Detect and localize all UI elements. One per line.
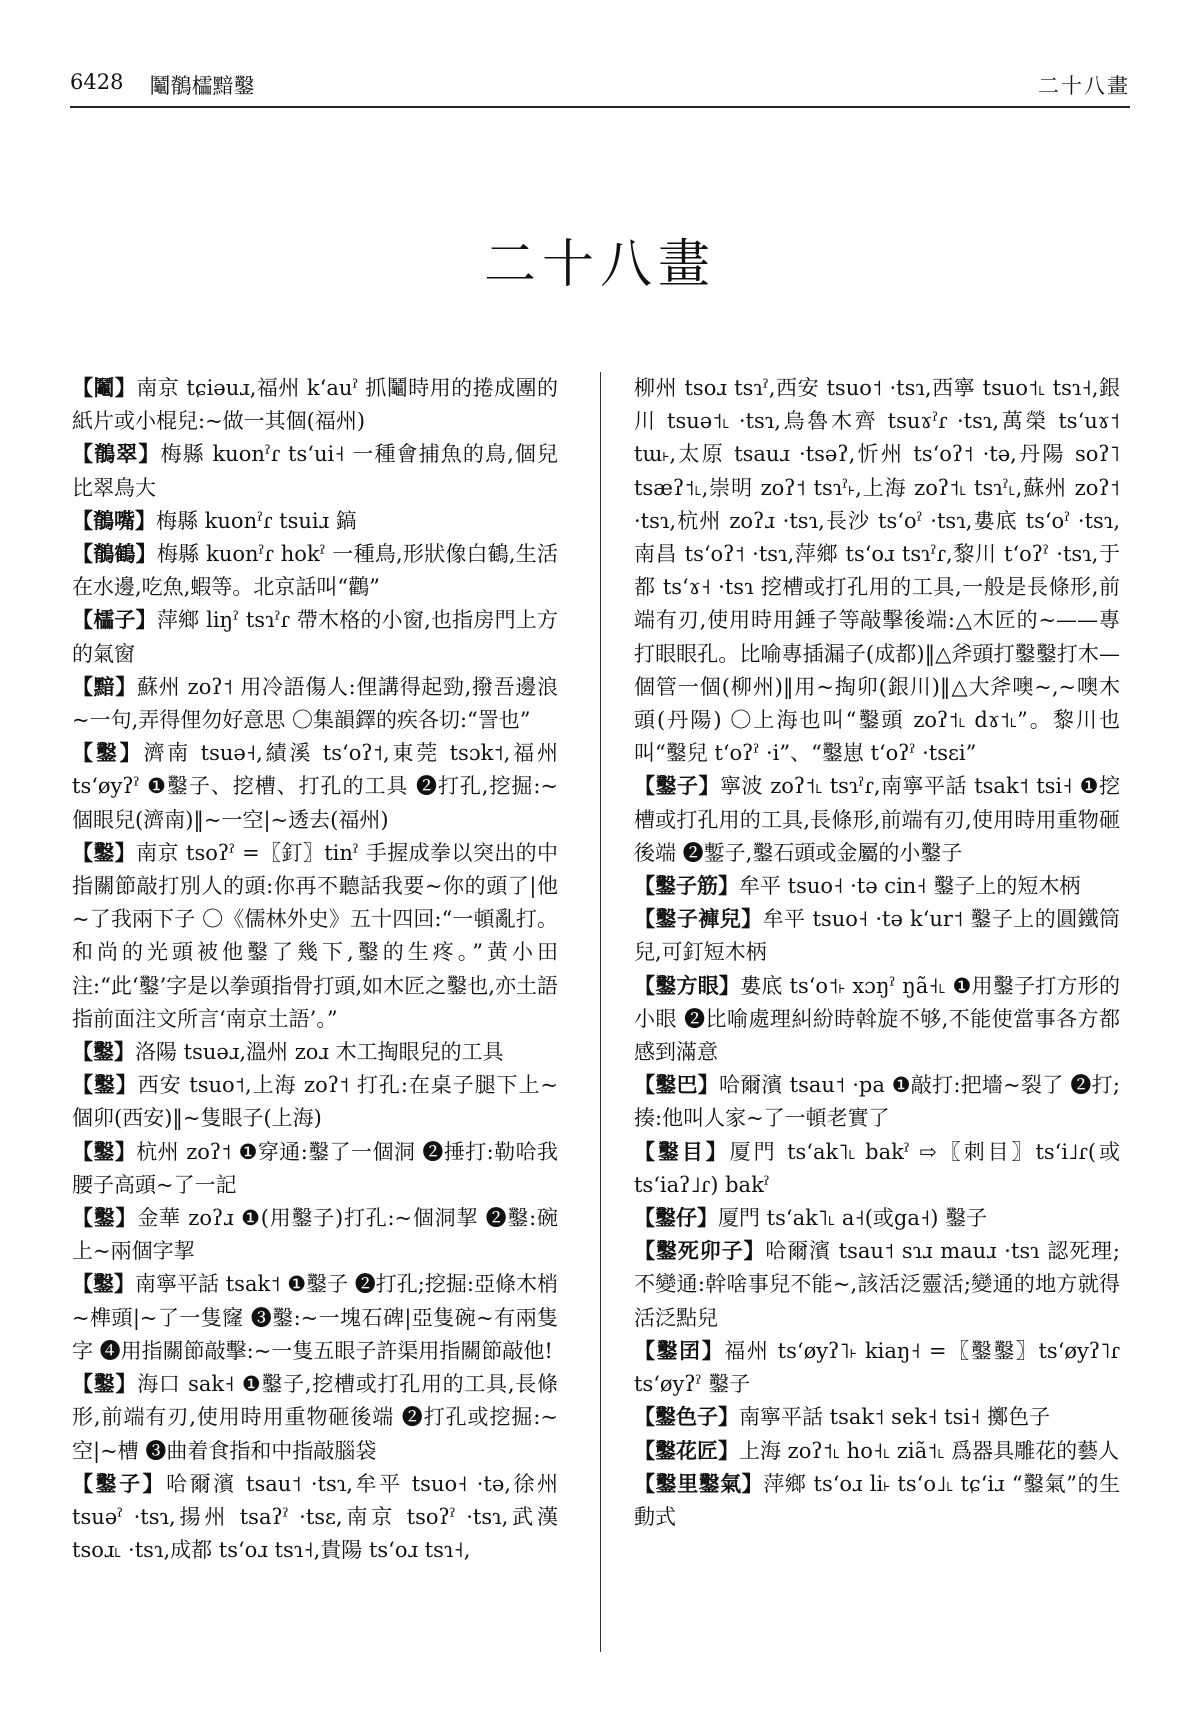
entry-text: 哈爾濱 tsau˦ ·tsɿ,牟平 tsuo˧ ·tə,徐州 tsuəˀ ·tsɿ,揚州 tsaʔˀ ·tsɛ,南京 tsoʔˀ ·tsɿ,武漢 tsoɹ˪ ·tsɿ,成都 tsʻoɹ tsɿ˧,貴陽 tsʻoɹ tsɿ˧, [72,1471,558,1563]
entry-headword: 【鑿】 [72,1206,138,1231]
entry-headword: 【鑿子】 [634,774,721,799]
entry-headword: 【鑿子筋】 [634,874,739,899]
entry-headword: 【鑿花匠】 [634,1438,739,1463]
entry-headword: 【櫺子】 [72,608,157,633]
dictionary-entry [72,1069,558,1135]
entry-text: 哈爾濱 tsau˦ ·pa ❶敲打:把墻~裂了 ❷打;揍:他叫人家~了一頓老實了 [634,1073,1120,1131]
dictionary-entry [72,1136,558,1202]
dictionary-entry [634,1435,1120,1468]
dictionary-entry [72,737,558,837]
section-title: 二十八畫 [483,235,716,295]
dictionary-entry [634,1136,1120,1202]
entry-headword: 【鑿子褲兒】 [634,907,763,932]
header-section: 二十八畫 [1038,74,1130,98]
entry-text: 海口 sak˧ ❶鑿子,挖槽或打孔用的工具,長條形,前端有刃,使用時用重物砸後端 ❷打孔或挖掘:~空|~槽 ❸曲着食指和中指敲腦袋 [72,1372,558,1463]
dictionary-entry [634,1202,1120,1235]
dictionary-entry [72,438,558,504]
entry-headword: 【鑿】 [72,1372,138,1397]
entry-headword: 【鑿子】 [72,1471,167,1496]
dictionary-entry [72,1368,558,1468]
entry-headword: 【鑿】 [72,1073,138,1098]
entry-text: 寧波 zoʔ˦˪ tsɿˀɾ,南寧平話 tsak˦ tsi˧ ❶挖槽或打孔用的工具,長條形,前端有刃,使用時用重物砸後端 ❷鏨子,鑿石頭或金屬的小鑿子 [634,774,1120,865]
dictionary-entry [72,505,558,538]
left-column [72,372,558,1567]
entry-text: 厦門 tsʻak˥˪ bakˀ ⇨〖刺目〗tsʻi˩ɾ(或tsʻiaʔ˩ɾ) bakˀ [634,1139,1120,1197]
dictionary-entry [634,770,1120,870]
entry-headword: 【鑿】 [72,1040,135,1065]
dictionary-entry [634,870,1120,903]
entry-headword: 【鑿】 [72,741,144,766]
dictionary-entry [634,1235,1120,1335]
entry-text: 上海 zoʔ˦˪ ho˧˪ ziã˦˪ 爲器具雕花的藝人 [739,1438,1120,1463]
dictionary-entry [72,1268,558,1368]
entry-text: 南寧平話 tsak˦ sek˧ tsi˧ 擲色子 [739,1405,1051,1430]
entry-headword: 【鑿】 [72,1139,137,1164]
entry-text: 福州 tsʻøyʔ˥˫ kiaŋ˧ =〖鑿鑿〗tsʻøyʔ˥ɾ tsʻøyʔˀ 鑿子 [634,1338,1120,1397]
entry-text: 梅縣 kuonˀɾ hokˀ 一種鳥,形狀像白鶴,生活在水邊,吃魚,蝦等。北京話叫“鸛” [72,542,558,600]
dictionary-entry [634,372,1120,770]
entry-text: 牟平 tsuo˧ ·tə kʻur˦ 鑿子上的圓鐵筒兒,可釘短木柄 [634,907,1120,965]
dictionary-entry [634,1069,1120,1135]
entry-headword: 【鑿】 [72,840,137,865]
entry-headword: 【鶺嘴】 [72,508,156,533]
dictionary-entry [72,671,558,737]
dictionary-entry [72,837,558,1036]
dictionary-entry [634,903,1120,969]
entry-headword: 【鑿方眼】 [634,973,741,998]
entry-text: 南寧平話 tsak˦ ❶鑿子 ❷打孔;挖掘:亞條木梢~榫頭|~了一隻窿 ❸鑿:~一塊石碑|亞隻碗~有兩隻字 ❹用指關節敲擊:~一隻五眼子許渠用指關節敲他! [72,1272,558,1363]
entry-text: 濟南 tsuə˧,績溪 tsʻoʔ˦,東莞 tsɔk˦,福州 tsʻøyʔˀ ❶鑿子、挖槽、打孔的工具 ❷打孔,挖掘:~個眼兒(濟南)‖~一空|~透去(福州) [72,741,558,832]
header-headwords: 鬮鶺櫺黯鑿 [149,74,255,98]
entry-text: 萍鄉 liŋˀ tsɿˀɾ 帶木格的小窗,也指房門上方的氣窗 [72,608,558,666]
dictionary-entry [72,1036,558,1069]
dictionary-entry [72,372,558,438]
entry-text: 柳州 tsoɹ tsɿˀ,西安 tsuo˦ ·tsɿ,西寧 tsuo˦˪ tsɿ˧,銀川 tsuə˦˪ ·tsɿ,烏魯木齊 tsuɤˀɾ ·tsɿ,萬榮 tsʻuɤ˦ tɯ˫,太原 tsauɹ ·tsəʔ,忻州 tsʻoʔ˦ ·tə,丹陽 soʔ˥ tsæʔ˦˪,崇明 zoʔ˦ tsɿˀ˫,上海 zoʔ˦˪ tsɿˀ˪,蘇州 zoʔ˦ ·tsɿ,杭州 zoʔɹ ·tsɿ,長沙 tsʻoˀ ·tsɿ,婁底 tsʻoˀ ·tsɿ,南昌 tsʻoʔ˦ ·tsɿ,萍鄉 tsʻoɹ tsɿˀɾ,黎川 tʻoʔˀ ·tsɿ,于都 tsʻɤ˧ ·tsɿ 挖槽或打孔用的工具,一般是長條形,前端有刃,使用時用錘子等敲擊後端:△木匠的~——專打眼眼孔。比喻專插漏子(成都)‖△斧頭打鑿鑿打木—個管一個(柳州)‖用~掏卯(銀川)‖△大斧噢~,~噢木頭(丹陽) 〇上海也叫“鑿頭 zoʔ˦˪ dɤ˦˪”。黎川也叫“鑿兒 tʻoʔˀ ·i”、“鑿崽 tʻoʔˀ ·tsɛi” [634,376,1120,766]
entry-text: 萍鄉 tsʻoɹ li˫ tsʻo˩˪ tɕʻiɹ “鑿氣”的生動式 [634,1471,1120,1529]
column-divider [600,372,601,1652]
dictionary-entry [634,1335,1120,1401]
entry-headword: 【鑿囝】 [634,1338,725,1363]
entry-text: 厦門 tsʻak˥˪ a˧(或ga˧) 鑿子 [718,1206,988,1231]
dictionary-entry [72,538,558,604]
page-number: 6428 [70,70,124,94]
entry-text: 牟平 tsuo˧ ·tə cin˧ 鑿子上的短木柄 [739,874,1081,899]
entry-text: 梅縣 kuonˀɾ tsuiɹ 鎬 [156,508,357,533]
entry-text: 杭州 zoʔ˦ ❶穿通:鑿了一個洞 ❷捶打:勒哈我腰子高頭~了一記 [72,1139,558,1197]
entry-headword: 【鬮】 [72,376,137,400]
entry-text: 南京 tɕiəuɹ,福州 kʻauˀ 抓鬮時用的捲成團的紙片或小棍兒:~做一其個(福州) [72,376,558,434]
entry-headword: 【鑿巴】 [634,1073,719,1098]
dictionary-entry [72,1468,558,1568]
entry-text: 哈爾濱 tsau˦ sɿɹ mauɹ ·tsɿ 認死理;不變通:幹啥事兒不能~,該活泛靈活;變通的地方就得活泛點兒 [634,1239,1120,1330]
entry-headword: 【鑿死卯子】 [634,1239,766,1264]
entry-headword: 【黯】 [72,674,137,699]
running-header [70,70,1130,108]
dictionary-entry [634,1401,1120,1434]
entry-text: 梅縣 kuonˀɾ tsʻui˧ 一種會捕魚的鳥,個兒比翠鳥大 [72,442,558,500]
entry-text: 西安 tsuo˦,上海 zoʔ˦ 打孔:在桌子腿下上~個卯(西安)‖~隻眼子(上海) [72,1073,558,1131]
entry-text: 婁底 tsʻo˦˫ xɔŋˀ ŋã˧˪ ❶用鑿子打方形的小眼 ❷比喻處理糾紛時斡旋不够,不能使當事各方都感到滿意 [634,973,1120,1065]
entry-headword: 【鑿】 [72,1272,136,1297]
dictionary-entry [72,604,558,670]
entry-text: 蘇州 zoʔ˦ 用冷語傷人:俚講得起勁,撥吾邊浪~一句,弄得俚勿好意思 〇集韻鐸的疾各切:“詈也” [72,674,558,733]
dictionary-entry [634,970,1120,1070]
entry-headword: 【鶺鶴】 [72,542,157,567]
header-left [70,70,254,100]
entry-text: 洛陽 tsuəɹ,溫州 zoɹ 木工掏眼兒的工具 [135,1040,504,1065]
entry-headword: 【鑿色子】 [634,1405,739,1430]
right-column [634,372,1120,1534]
entry-headword: 【鑿仔】 [634,1206,718,1231]
entry-headword: 【鑿目】 [634,1139,730,1164]
entry-text: 金華 zoʔɹ ❶(用鑿子)打孔:~個洞挈 ❷鑿:碗上~兩個字挈 [72,1206,558,1264]
dictionary-entry [72,1202,558,1268]
entry-headword: 【鑿里鑿氣】 [634,1471,764,1496]
entry-headword: 【鶺翠】 [72,442,161,467]
dictionary-entry [634,1468,1120,1534]
entry-text: 南京 tsoʔˀ =〖釘〗tinˀ 手握成拳以突出的中指關節敲打別人的頭:你再不聽話我要~你的頭了|他~了我兩下子 〇《儒林外史》五十四回:“一頓亂打。和尚的光頭被他鑿了幾下,鑿的生疼。”黄小田注:“此‘鑿’字是以拳頭指骨打頭,如木匠之鑿也,亦土語指前面注文所言‘南京土語’。” [72,840,558,1031]
